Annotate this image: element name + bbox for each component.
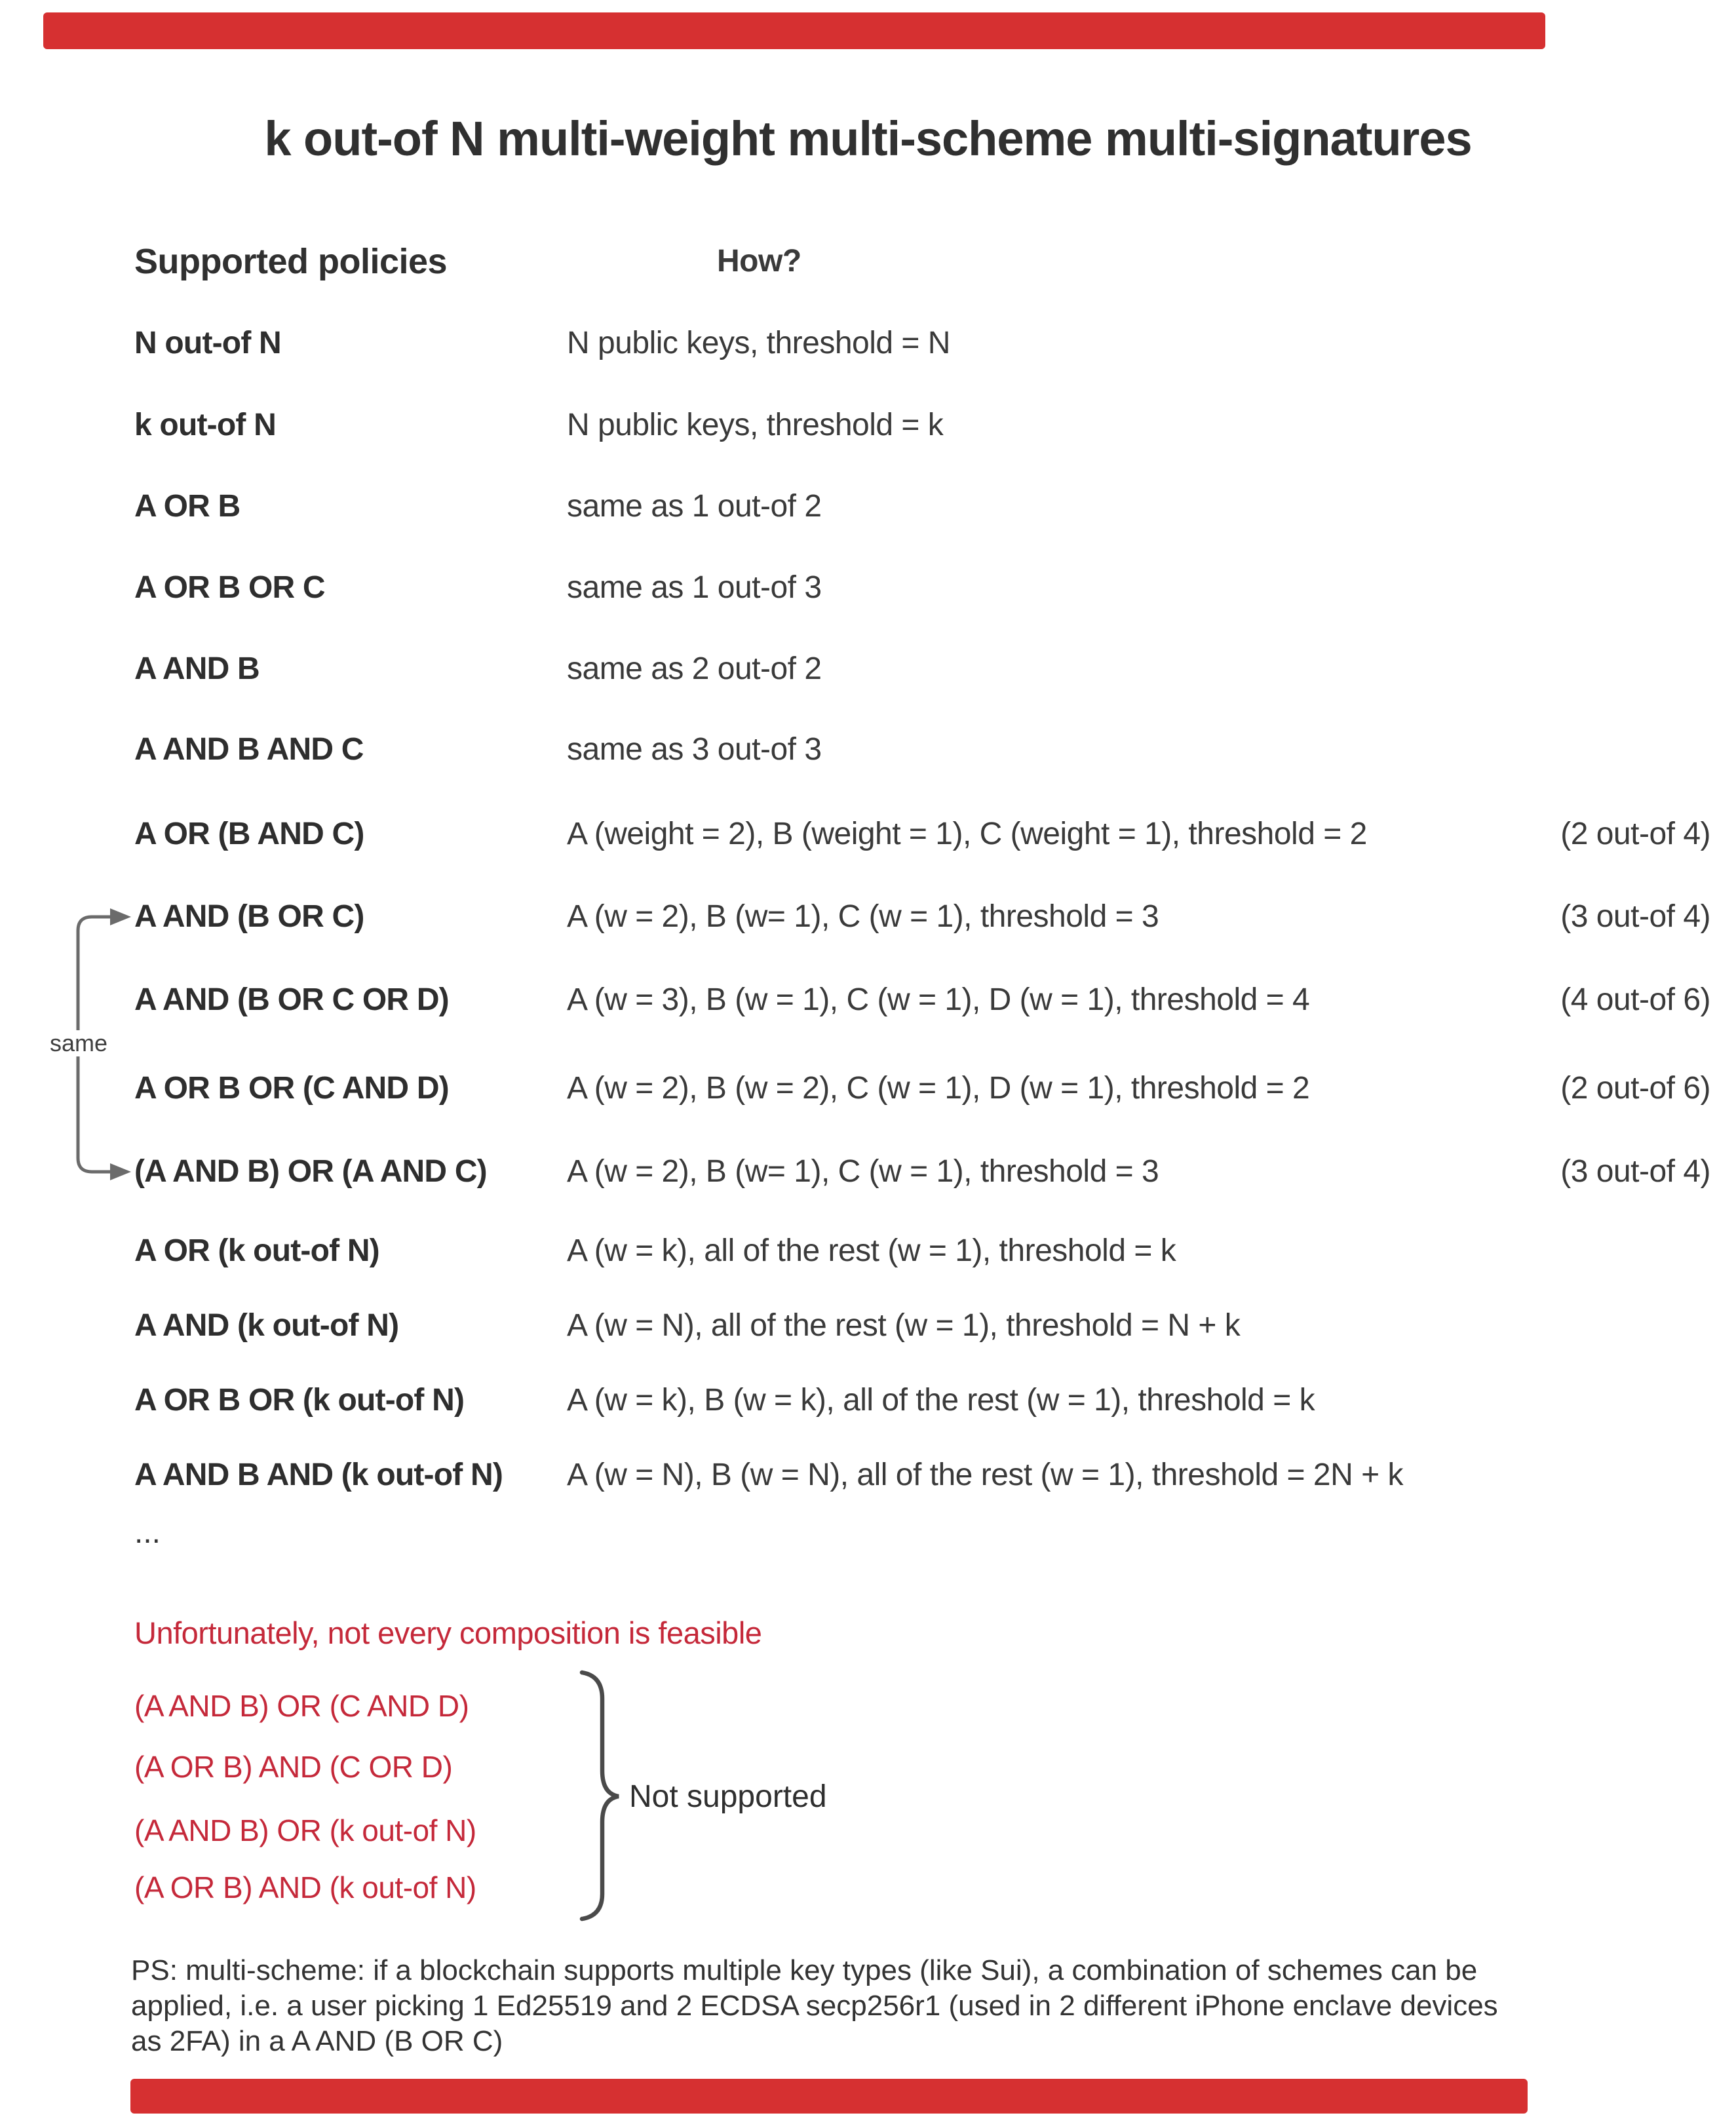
policy-label: A AND B AND (k out-of N) bbox=[134, 1458, 503, 1492]
bottom-red-bar bbox=[130, 2079, 1528, 2114]
how-value: same as 1 out-of 3 bbox=[567, 570, 822, 605]
table-row bbox=[134, 1305, 1710, 1346]
outof-note: (2 out-of 6) bbox=[1560, 1071, 1710, 1106]
how-value: A (weight = 2), B (weight = 1), C (weight = 1), threshold = 2 bbox=[567, 817, 1367, 851]
infeasible-heading: Unfortunately, not every composition is feasible bbox=[134, 1615, 762, 1650]
infeasible-item: (A AND B) OR (C AND D) bbox=[134, 1689, 469, 1723]
policy-label: A OR (k out-of N) bbox=[134, 1233, 379, 1268]
infeasible-item: (A OR B) AND (k out-of N) bbox=[134, 1870, 476, 1904]
policy-label: A OR B OR C bbox=[134, 570, 325, 605]
table-row bbox=[134, 1231, 1710, 1271]
policy-label: A OR B bbox=[134, 489, 241, 524]
table-row bbox=[134, 486, 1710, 527]
policy-label: N out-of N bbox=[134, 326, 281, 360]
outof-note: (3 out-of 4) bbox=[1560, 899, 1710, 934]
policy-label: A AND B bbox=[134, 651, 260, 686]
table-row bbox=[134, 897, 1710, 937]
policy-label: A AND (B OR C OR D) bbox=[134, 982, 449, 1017]
how-value: A (w = k), B (w = k), all of the rest (w = 1), threshold = k bbox=[567, 1383, 1315, 1418]
ps-line: as 2FA) in a A AND (B OR C) bbox=[131, 2025, 503, 2057]
page-title: k out-of N multi-weight multi-scheme multi-signatures bbox=[264, 111, 1472, 166]
how-value: same as 2 out-of 2 bbox=[567, 651, 822, 686]
outof-note: (4 out-of 6) bbox=[1560, 982, 1710, 1017]
ps-note bbox=[131, 1953, 1704, 2059]
same-arrow-bottom-line bbox=[78, 1056, 110, 1172]
same-arrowhead-top bbox=[110, 908, 131, 925]
how-value: A (w = N), B (w = N), all of the rest (w = 1), threshold = 2N + k bbox=[567, 1458, 1403, 1492]
policy-label: (A AND B) OR (A AND C) bbox=[134, 1154, 487, 1189]
same-label: same bbox=[49, 1030, 108, 1056]
how-value: A (w = N), all of the rest (w = 1), threshold = N + k bbox=[567, 1308, 1241, 1343]
policy-label: k out-of N bbox=[134, 408, 276, 442]
table-ellipsis: ... bbox=[134, 1515, 161, 1550]
policy-label: A AND (B OR C) bbox=[134, 899, 364, 934]
table-row bbox=[134, 405, 1710, 446]
table-row bbox=[134, 1068, 1710, 1109]
not-supported-label: Not supported bbox=[629, 1779, 827, 1814]
policy-label: A AND (k out-of N) bbox=[134, 1308, 399, 1343]
table-row bbox=[134, 568, 1710, 608]
same-arrow-top-line bbox=[78, 917, 110, 1030]
table-row bbox=[134, 649, 1710, 689]
column-header-policies: Supported policies bbox=[134, 242, 448, 281]
policy-label: A OR B OR (k out-of N) bbox=[134, 1383, 465, 1418]
table-row bbox=[134, 1455, 1710, 1496]
how-value: A (w = 2), B (w = 2), C (w = 1), D (w = 1), threshold = 2 bbox=[567, 1071, 1310, 1106]
how-value: same as 3 out-of 3 bbox=[567, 732, 822, 767]
how-value: A (w = 2), B (w= 1), C (w = 1), threshold = 3 bbox=[567, 899, 1159, 934]
infeasible-item: (A AND B) OR (k out-of N) bbox=[134, 1813, 476, 1847]
table-row bbox=[134, 814, 1710, 855]
outof-note: (2 out-of 4) bbox=[1560, 817, 1710, 851]
ps-line: applied, i.e. a user picking 1 Ed25519 and 2 ECDSA secp256r1 (used in 2 different iPhone enclave devices bbox=[131, 1990, 1498, 2022]
column-header-how: How? bbox=[717, 244, 801, 279]
table-row bbox=[134, 980, 1710, 1020]
table-row bbox=[134, 1380, 1710, 1421]
infeasible-item: (A OR B) AND (C OR D) bbox=[134, 1750, 453, 1784]
how-value: A (w = k), all of the rest (w = 1), threshold = k bbox=[567, 1233, 1176, 1268]
policy-label: A AND B AND C bbox=[134, 732, 364, 767]
table-row bbox=[134, 729, 1710, 770]
how-value: A (w = 2), B (w= 1), C (w = 1), threshold = 3 bbox=[567, 1154, 1159, 1189]
table-row bbox=[134, 323, 1710, 364]
how-value: A (w = 3), B (w = 1), C (w = 1), D (w = 1), threshold = 4 bbox=[567, 982, 1310, 1017]
how-value: N public keys, threshold = k bbox=[567, 408, 944, 442]
how-value: N public keys, threshold = N bbox=[567, 326, 950, 360]
not-supported-brace bbox=[582, 1672, 619, 1919]
top-red-bar bbox=[43, 12, 1545, 49]
table-row bbox=[134, 1151, 1710, 1192]
ps-line: PS: multi-scheme: if a blockchain supports multiple key types (like Sui), a combination of schemes can be bbox=[131, 1954, 1478, 1986]
same-arrowhead-bottom bbox=[110, 1163, 131, 1180]
policy-label: A OR (B AND C) bbox=[134, 817, 364, 851]
policy-label: A OR B OR (C AND D) bbox=[134, 1071, 449, 1106]
how-value: same as 1 out-of 2 bbox=[567, 489, 822, 524]
outof-note: (3 out-of 4) bbox=[1560, 1154, 1710, 1189]
